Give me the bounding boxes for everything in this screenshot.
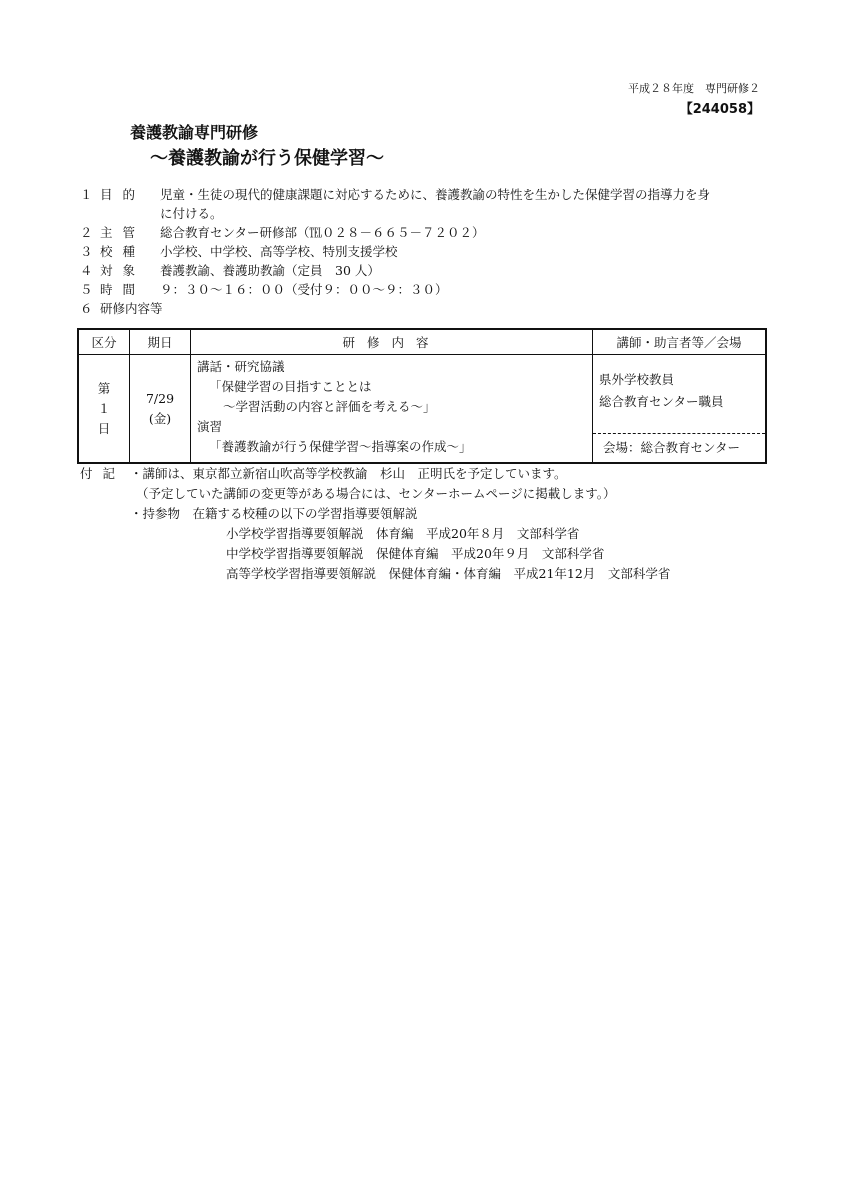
info-item-time	[80, 280, 770, 299]
course-code: 【244058】	[679, 102, 760, 117]
item-label: 主管	[100, 225, 146, 240]
info-item-school-type	[80, 242, 770, 261]
item-label: 目的	[100, 187, 146, 202]
venue-label: 会場：総合教育センター	[593, 433, 765, 462]
item-number: ４	[80, 263, 93, 278]
lecturer-name: 県外学校教員	[599, 372, 675, 387]
info-item-target	[80, 261, 770, 280]
date-cell	[130, 355, 191, 464]
item-label: 時間	[100, 282, 146, 297]
item-number: ５	[80, 282, 93, 297]
item-text: 総合教育センター研修部（℡０２８－６６５－７２０２）	[160, 225, 485, 240]
lecturer-name: 総合教育センター職員	[599, 394, 724, 409]
content-line: ～学習活動の内容と評価を考える～」	[223, 399, 436, 414]
reference-item: 小学校学習指導要領解説 体育編 平成20年８月 文部科学省	[226, 526, 580, 541]
notes-label: 付記	[80, 466, 126, 481]
table-header-row	[78, 329, 766, 355]
header-kubun: 区分	[78, 329, 130, 355]
content-line: 講話・研究協議	[197, 359, 285, 374]
table-row	[78, 355, 766, 464]
year-label: 平成２８年度 専門研修２	[628, 82, 760, 95]
item-label: 校種	[100, 244, 146, 259]
info-item-organizer	[80, 223, 770, 242]
schedule-table	[77, 328, 767, 464]
date-value: 7/29	[145, 390, 175, 406]
item-text: に付ける。	[160, 206, 223, 221]
item-number: ２	[80, 225, 93, 240]
info-item-contents	[80, 299, 770, 318]
note-line: ・講師は、東京都立新宿山吹高等学校教諭 杉山 正明氏を予定しています。	[130, 466, 567, 481]
page-subtitle: ～養護教諭が行う保健学習～	[150, 148, 384, 169]
kubun-line: 日	[97, 420, 111, 436]
item-number: ６	[80, 301, 93, 316]
item-label: 対象	[100, 263, 146, 278]
notes-section	[80, 464, 780, 584]
page-title: 養護教諭専門研修	[130, 123, 259, 142]
kubun-line: １	[97, 400, 111, 416]
item-label: 研修内容等	[100, 301, 163, 316]
course-info-list	[80, 185, 770, 318]
reference-item: 中学校学習指導要領解説 保健体育編 平成20年９月 文部科学省	[226, 546, 605, 561]
info-item-purpose	[80, 185, 770, 204]
item-text: ９：３０～１６：００（受付９：００～９：３０）	[160, 282, 448, 297]
item-text: 養護教諭、養護助教諭（定員 30 人）	[160, 263, 380, 278]
content-line: 「保健学習の目指すこととは	[209, 379, 372, 394]
item-number: ３	[80, 244, 93, 259]
header-date: 期日	[130, 329, 191, 355]
content-line: 演習	[197, 419, 223, 434]
reference-item: 高等学校学習指導要領解説 保健体育編・体育編 平成21年12月 文部科学省	[226, 566, 671, 581]
kubun-line: 第	[97, 380, 111, 396]
lecturer-cell	[593, 355, 767, 464]
item-text: 小学校、中学校、高等学校、特別支援学校	[160, 244, 398, 259]
note-line: ・持参物 在籍する校種の以下の学習指導要領解説	[130, 506, 418, 521]
weekday-value: (金)	[148, 410, 172, 426]
content-line: 「養護教諭が行う保健学習～指導案の作成～」	[209, 439, 472, 454]
note-line: （予定していた講師の変更等がある場合には、センターホームページに掲載します。）	[136, 486, 616, 501]
info-item-purpose-cont	[80, 204, 770, 223]
item-number: １	[80, 187, 93, 202]
content-cell	[191, 355, 593, 464]
kubun-cell	[78, 355, 130, 464]
header-content: 研修内容	[191, 329, 593, 355]
item-text: 児童・生徒の現代的健康課題に対応するために、養護教諭の特性を生かした保健学習の指導力を身	[160, 187, 711, 202]
header-lecturer: 講師・助言者等／会場	[593, 329, 767, 355]
